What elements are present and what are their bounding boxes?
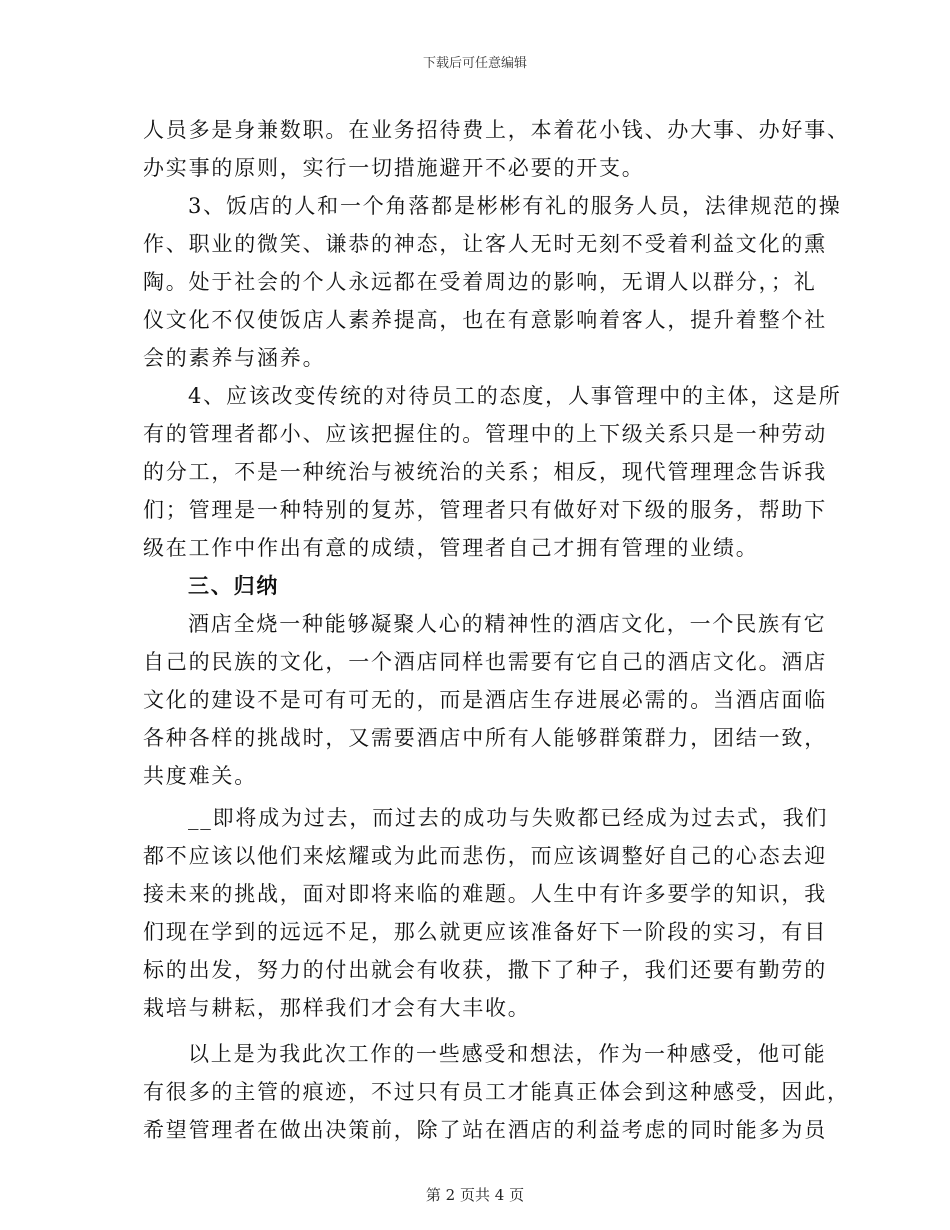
page-header: 下载后可任意编辑 — [422, 56, 527, 71]
paragraph-start-line: __即将成为过去，而过去的成功与失败都已经成为过去式，我们 — [188, 806, 829, 830]
text-line: 自己的民族的文化，一个酒店同样也需要有它自己的酒店文化。酒店 — [143, 650, 827, 674]
text-line: 文化的建设不是可有可无的，而是酒店生存进展必需的。当酒店面临 — [143, 688, 827, 712]
text-line: 人员多是身兼数职。在业务招待费上，本着花小钱、办大事、办好事、 — [143, 118, 850, 142]
paragraph-start-line: 以上是为我此次工作的一些感受和想法，作为一种感受，他可能 — [188, 1042, 827, 1066]
text-line: 有很多的主管的痕迹，不过只有员工才能真正体会到这种感受，因此， — [143, 1080, 850, 1104]
page-footer: 第 2 页共 4 页 — [425, 1186, 525, 1204]
paragraph-start-line: 3、饭店的人和一个角落都是彬彬有礼的服务人员，法律规范的操 — [188, 194, 842, 218]
text-line: 标的出发，努力的付出就会有收获，撒下了种子，我们还要有勤劳的 — [143, 958, 827, 982]
document-body — [143, 111, 850, 1149]
text-line: 栽培与耕耘，那样我们才会有大丰收。 — [143, 996, 531, 1020]
section-heading: 三、归纳 — [188, 573, 280, 598]
text-line: 仪文化不仅使饭店人素养提高，也在有意影响着客人，提升着整个社 — [143, 308, 827, 332]
text-line: 都不应该以他们来炫耀或为此而悲伤，而应该调整好自己的心态去迎 — [143, 844, 827, 868]
text-line: 希望管理者在做出决策前，除了站在酒店的利益考虑的同时能多为员 — [143, 1118, 827, 1142]
text-line: 的分工，不是一种统治与被统治的关系；相反，现代管理理念告诉我 — [143, 460, 827, 484]
paragraph-start-line: 4、应该改变传统的对待员工的态度，人事管理中的主体，这是所 — [188, 384, 842, 408]
text-line: 接未来的挑战，面对即将来临的难题。人生中有许多要学的知识，我 — [143, 882, 827, 906]
text-line: 陶。处于社会的个人永远都在受着周边的影响，无谓人以群分，；礼 — [143, 270, 817, 294]
text-line: 共度难关。 — [143, 764, 257, 788]
text-line: 级在工作中作出有意的成绩，管理者自己才拥有管理的业绩。 — [143, 536, 759, 560]
text-line: 会的素养与涵养。 — [143, 346, 326, 370]
text-line: 办实事的原则，实行一切措施避开不必要的开支。 — [143, 156, 645, 180]
text-line: 们；管理是一种特别的复苏，管理者只有做好对下级的服务，帮助下 — [143, 498, 827, 522]
text-line: 有的管理者都小、应该把握住的。管理中的上下级关系只是一种劳动 — [143, 422, 827, 446]
paragraph-start-line: 酒店全烧一种能够凝聚人心的精神性的酒店文化，一个民族有它 — [188, 612, 827, 636]
text-line: 作、职业的微笑、谦恭的神态，让客人无时无刻不受着利益文化的熏 — [143, 232, 827, 256]
text-line: 各种各样的挑战时，又需要酒店中所有人能够群策群力，团结一致， — [143, 726, 827, 750]
text-line: 们现在学到的远远不足，那么就更应该准备好下一阶段的实习，有目 — [143, 920, 827, 944]
